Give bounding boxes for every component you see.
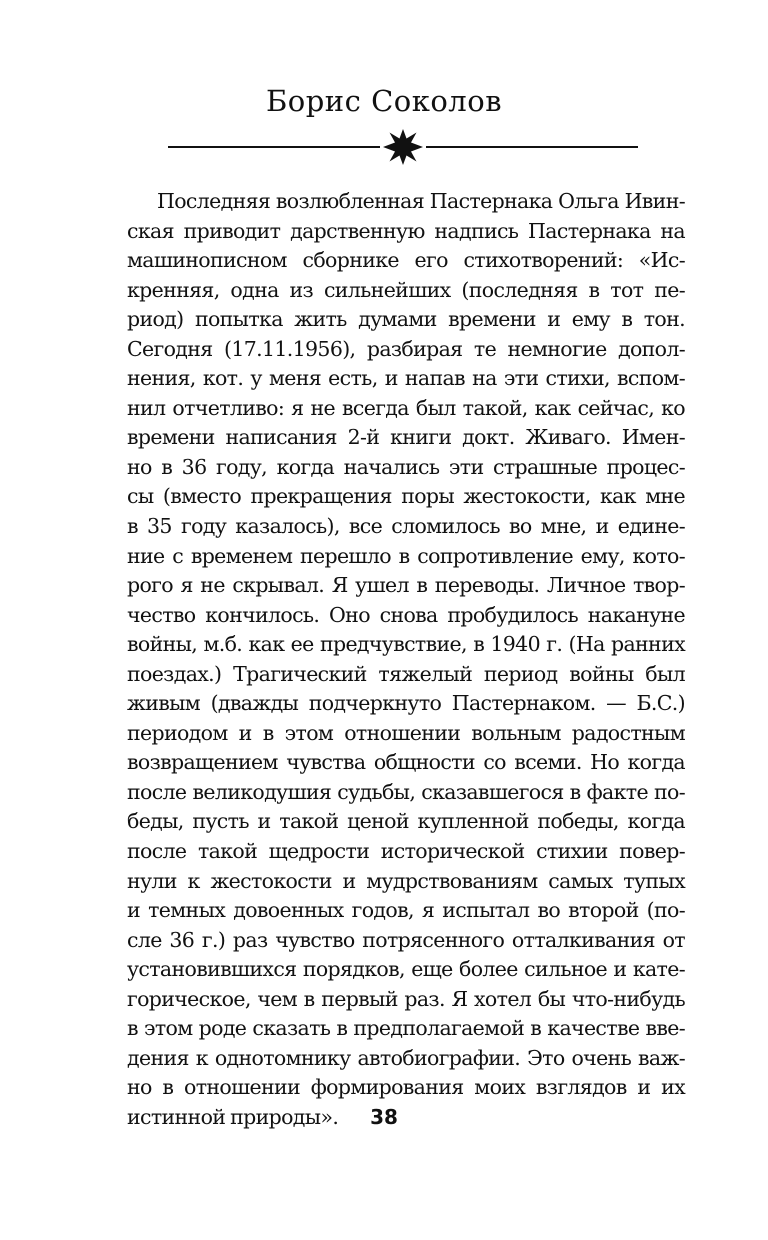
text-line: Сегодня (17.11.1956), разбирая те немногие допол- bbox=[127, 336, 685, 361]
text-line: времени написания 2-й книги докт. Живаго. Имен- bbox=[127, 425, 685, 450]
text-line: рого я не скрывал. Я ушел в переводы. Личное твор- bbox=[127, 573, 685, 598]
text-line: и темных довоенных годов, я испытал во второй (по- bbox=[127, 898, 685, 923]
text-line: после великодушия судьбы, сказавшегося в факте по- bbox=[127, 779, 685, 804]
body-paragraph bbox=[127, 187, 685, 1133]
eight-point-star-icon bbox=[381, 128, 425, 166]
text-line: но в 36 году, когда начались эти страшные процес- bbox=[127, 454, 685, 479]
text-line: беды, пусть и такой ценой купленной победы, когда bbox=[127, 809, 685, 834]
text-line: горическое, чем в первый раз. Я хотел бы что-нибудь bbox=[127, 986, 685, 1011]
text-line: ние с временем перешло в сопротивление ему, кото- bbox=[127, 543, 685, 568]
text-line: кренняя, одна из сильнейших (последняя в тот пе- bbox=[127, 277, 685, 302]
text-line-last: истинной природы». bbox=[127, 1104, 339, 1129]
text-line: ская приводит дарственную надпись Пастернака на bbox=[127, 218, 685, 243]
text-line: в 35 году казалось), все сломилось во мне, и едине- bbox=[127, 514, 685, 539]
text-line: но в отношении формирования моих взглядов и их bbox=[127, 1075, 685, 1100]
text-line: чество кончилось. Оно снова пробудилось накануне bbox=[127, 602, 685, 627]
text-line: поездах.) Трагический тяжелый период войны был bbox=[127, 661, 685, 686]
text-line: войны, м.б. как ее предчувствие, в 1940 г. (На ранних bbox=[127, 632, 685, 657]
text-line: возвращением чувства общности со всеми. Но когда bbox=[127, 750, 685, 775]
text-line: Последняя возлюбленная Пастернака Ольга Ивин- bbox=[157, 189, 685, 213]
text-line: сы (вместо прекращения поры жестокости, как мне bbox=[127, 484, 685, 509]
text-line: периодом и в этом отношении вольным радостным bbox=[127, 720, 685, 745]
text-line: живым (дважды подчеркнуто Пастернаком. — Б.С.) bbox=[127, 691, 685, 716]
text-line: дения к однотомнику автобиографии. Это очень важ- bbox=[127, 1045, 685, 1070]
text-line: после такой щедрости исторической стихии повер- bbox=[127, 839, 685, 864]
text-line: нения, кот. у меня есть, и напав на эти стихи, вспом- bbox=[127, 366, 685, 391]
text-line: риод) попытка жить думами времени и ему в тон. bbox=[127, 307, 685, 332]
text-line: установившихся порядков, еще более сильное и кате- bbox=[127, 957, 685, 982]
text-line: машинописном сборнике его стихотворений: «Ис- bbox=[127, 248, 685, 273]
text-line: сле 36 г.) раз чувство потрясенного отталкивания от bbox=[127, 927, 685, 952]
text-line: в этом роде сказать в предполагаемой в качестве вве- bbox=[127, 1016, 685, 1041]
divider-rule-right bbox=[426, 146, 638, 148]
text-line: нули к жестокости и мудрствованиям самых тупых bbox=[127, 868, 685, 893]
page-number: 38 bbox=[370, 1105, 398, 1129]
divider-rule-left bbox=[168, 146, 380, 148]
running-head-author: Борис Соколов bbox=[265, 84, 503, 118]
ornament-divider bbox=[168, 128, 638, 166]
text-line: нил отчетливо: я не всегда был такой, как сейчас, ко bbox=[127, 395, 685, 420]
